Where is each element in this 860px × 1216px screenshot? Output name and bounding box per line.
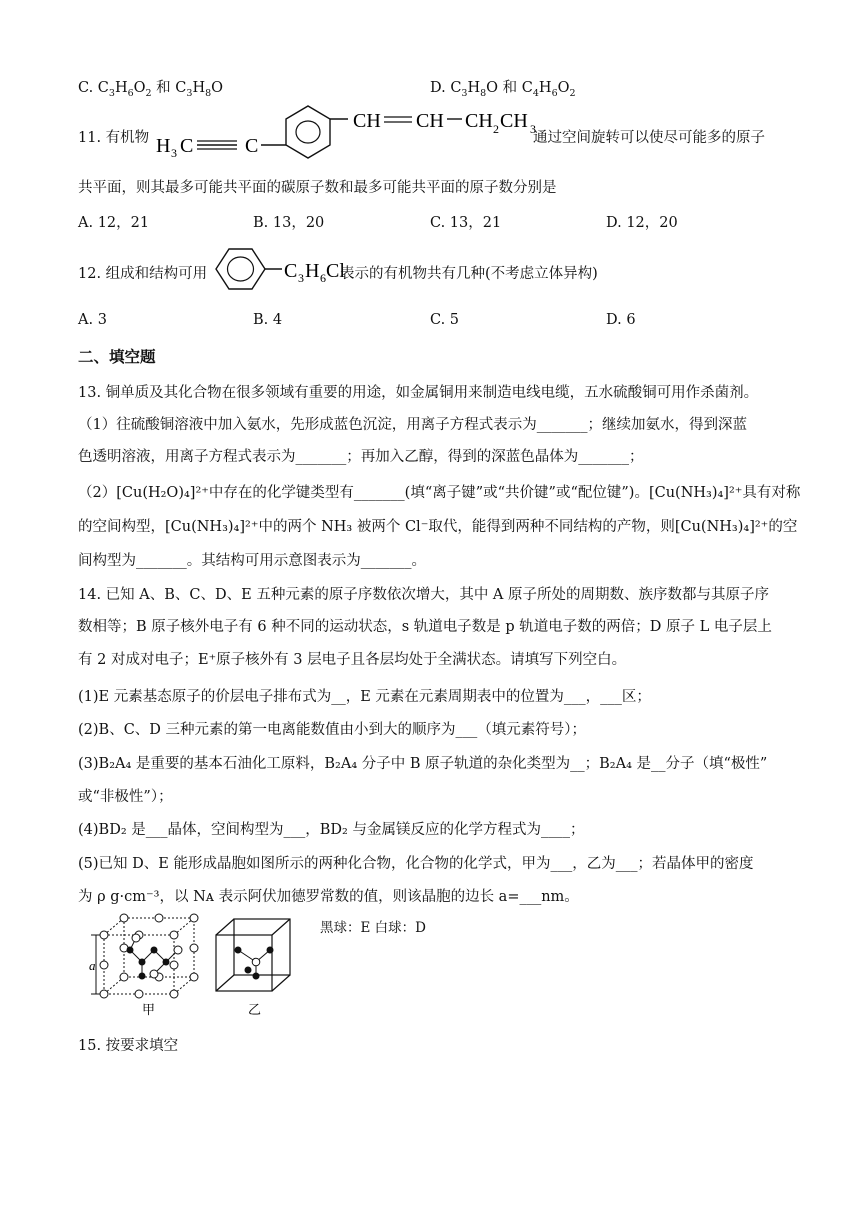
section-heading: 二、填空题 [78, 347, 156, 366]
svg-text:CH: CH [500, 110, 528, 132]
q12-option-b: B. 4 [253, 312, 283, 328]
q12-text-after: 表示的有机物共有几种(不考虑立体异构) [340, 266, 598, 282]
q12-option-d: D. 6 [606, 312, 636, 328]
q14-line8: (4)BD₂ 是___晶体，空间构型为___，BD₂ 与金属镁反应的化学方程式为____； [78, 822, 585, 838]
label-yi: 乙 [248, 1002, 262, 1017]
svg-text:6: 6 [320, 271, 326, 285]
q12-structure [208, 244, 343, 294]
q11-structure [150, 100, 540, 170]
svg-text:C: C [180, 135, 194, 157]
q13-line3: 色透明溶液，用离子方程式表示为_______；再加入乙醇，得到的深蓝色晶体为_______； [78, 449, 644, 465]
q14-line4: (1)E 元素基态原子的价层电子排布式为__，E 元素在元素周期表中的位置为___，___区； [78, 689, 651, 705]
label-jia: 甲 [142, 1002, 156, 1017]
svg-text:Cl: Cl [326, 260, 345, 282]
q14-line6: (3)B₂A₄ 是重要的基本石油化工原料，B₂A₄ 分子中 B 原子轨道的杂化类型为__；B₂A₄ 是__分子（填“极性” [78, 756, 768, 772]
q14-line9: (5)已知 D、E 能形成晶胞如图所示的两种化合物，化合物的化学式，甲为___，乙为___；若晶体甲的密度 [78, 856, 754, 872]
q11-option-d: D. 12，20 [606, 215, 678, 231]
q11-option-b: B. 13，20 [253, 215, 325, 231]
q14-line1: 14. 已知 A、B、C、D、E 五种元素的原子序数依次增大，其中 A 原子所处的周期数、族序数都与其原子序 [78, 587, 770, 603]
q11-line2: 共平面，则其最多可能共平面的碳原子数和最多可能共平面的原子数分别是 [78, 180, 557, 196]
q15-line1: 15. 按要求填空 [78, 1038, 179, 1054]
svg-text:3: 3 [298, 271, 304, 285]
q13-line1: 13. 铜单质及其化合物在很多领域有重要的用途，如金属铜用来制造电线电缆，五水硫酸铜可用作杀菌剂。 [78, 385, 759, 401]
q12-intro: 12. 组成和结构可用 [78, 266, 208, 282]
q14-line2: 数相等；B 原子核外电子有 6 种不同的运动状态，s 轨道电子数是 p 轨道电子数的两倍；D 原子 L 电子层上 [78, 619, 772, 635]
svg-text:CH: CH [416, 110, 444, 132]
q12-option-c: C. 5 [430, 312, 460, 328]
q13-line4: （2）[Cu(H₂O)₄]²⁺中存在的化学键类型有_______(填“离子键”或“共价键”或“配位键”)。[Cu(NH₃)₄]²⁺具有对称 [78, 485, 801, 501]
q10-option-d: D. $C_3H_8O$ 和 $C_4H_6O_2$ [430, 80, 576, 99]
q11-text-after: 通过空间旋转可以使尽可能多的原子 [533, 130, 765, 146]
q10-option-c: C. $C_3H_6O_2$ 和 $C_3H_8O$ [78, 80, 224, 99]
q13-line5: 的空间构型，[Cu(NH₃)₄]²⁺中的两个 NH₃ 被两个 Cl⁻取代，能得到两种不同结构的产物，则[Cu(NH₃)₄]²⁺的空 [78, 519, 798, 535]
svg-text:CH: CH [353, 110, 381, 132]
q11-option-c: C. 13，21 [430, 215, 502, 231]
crystal-legend: 黑球：E 白球：D [320, 920, 426, 936]
crystal-figure [80, 910, 310, 1020]
q11-intro: 11. 有机物 [78, 130, 150, 146]
q14-line10: 为 ρ g·cm⁻³，以 Nᴀ 表示阿伏加德罗常数的值，则该晶胞的边长 a=___nm。 [78, 889, 579, 905]
q13-line6: 间构型为_______。其结构可用示意图表示为_______。 [78, 553, 426, 569]
q13-line2: （1）往硫酸铜溶液中加入氨水，先形成蓝色沉淀，用离子方程式表示为_______；继续加氨水，得到深蓝 [78, 417, 747, 433]
q14-line5: (2)B、C、D 三种元素的第一电离能数值由小到大的顺序为___（填元素符号）； [78, 722, 587, 738]
svg-text:2: 2 [493, 122, 499, 136]
svg-text:CH: CH [465, 110, 493, 132]
svg-text:H: H [156, 135, 171, 157]
q12-option-a: A. 3 [78, 312, 107, 328]
svg-text:C: C [284, 260, 298, 282]
svg-text:C: C [245, 135, 259, 157]
svg-text:H: H [305, 260, 320, 282]
svg-text:3: 3 [171, 146, 177, 160]
a-label: a [89, 958, 96, 973]
q14-line7: 或“非极性”）； [78, 789, 173, 805]
q11-option-a: A. 12，21 [78, 215, 150, 231]
svg-text:3: 3 [530, 122, 536, 136]
q14-line3: 有 2 对成对电子；E⁺原子核外有 3 层电子且各层均处于全满状态。请填写下列空白。 [78, 652, 627, 668]
